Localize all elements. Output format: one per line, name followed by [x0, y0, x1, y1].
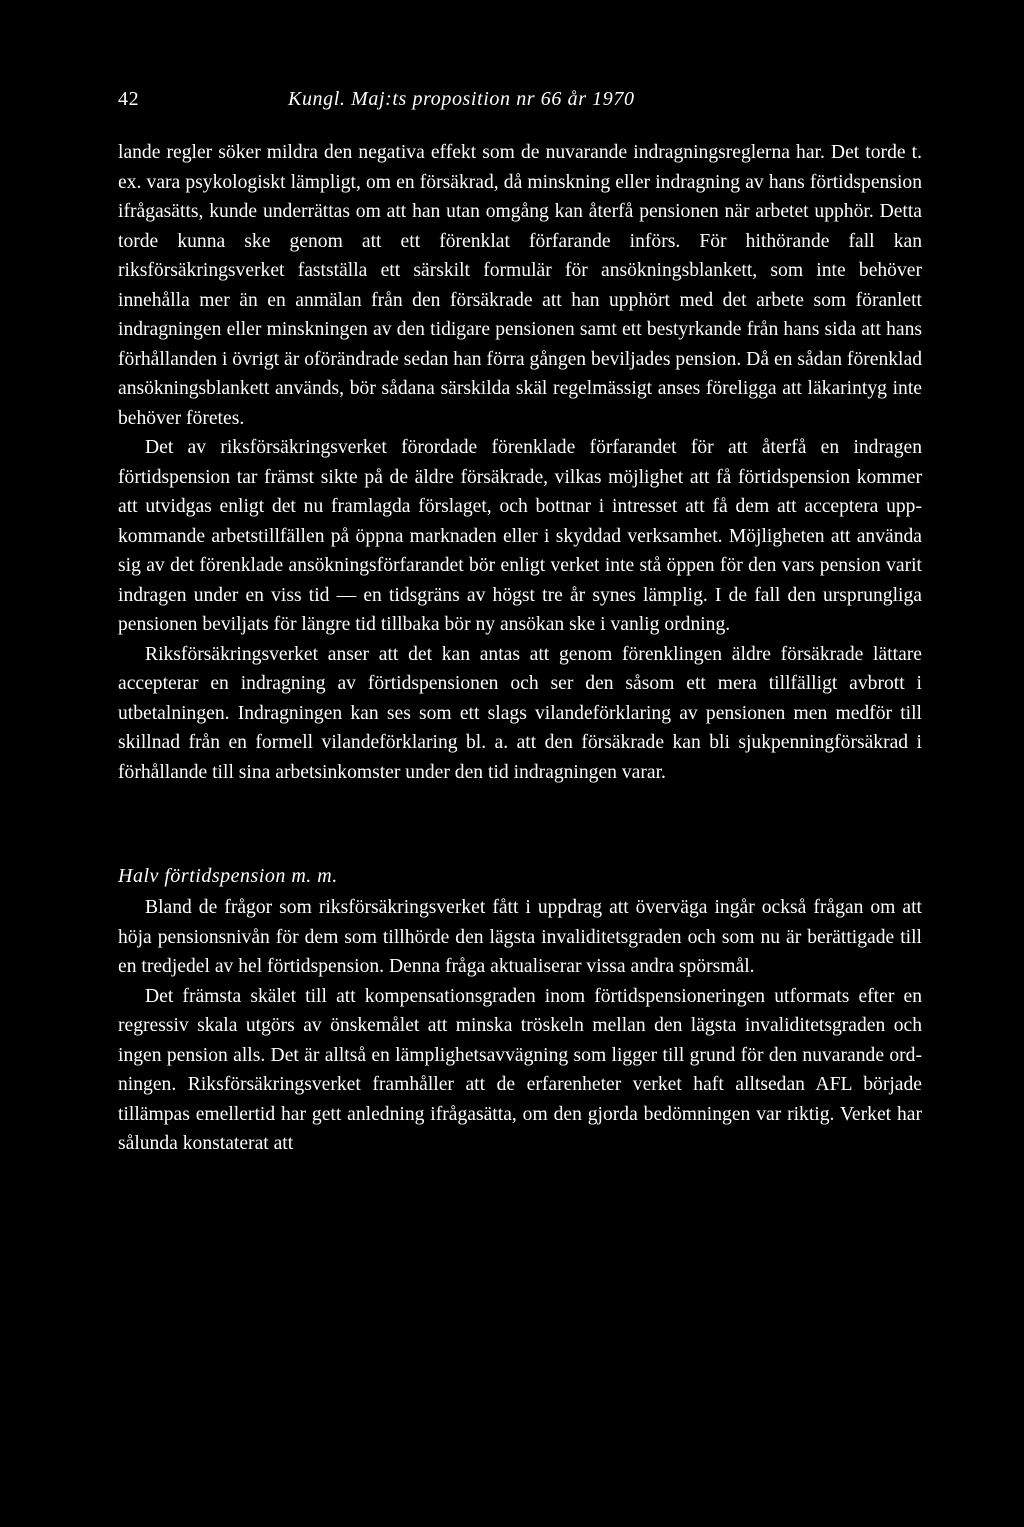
document-page [118, 88, 922, 1159]
paragraph: lande regler söker mildra den negativa effekt som de nuvarande indragningsreglerna har. Det torde t. ex. vara psykologiskt lämpligt, om en försäkrad, då minskning eller indragning av hans förtidspension ifrågasätts, kunde underrättas om att han utan omgång kan återfå pensionen när arbetet upphör. Detta torde kunna ske genom att ett förenklat förfarande införs. För hithörande fall kan riksförsäkringsverket fastställa ett särskilt formulär för ansökningsblankett, som inte behöver innehålla mer än en anmälan från den försäkrade att han upphört med det arbete som föranlett indragningen eller minskningen av den tidigare pensionen samt ett bestyrkande från hans sida att hans förhållanden i övrigt är oförändrade sedan han förra gången beviljades pension. Då en sådan förenklad ansökningsblankett används, bör sådana särskilda skäl regelmässigt anses föreligga att läkarintyg inte behöver företes. [118, 142, 922, 429]
paragraph: Det av riksförsäkringsverket förordade förenklade förfarandet för att återfå en indragen förtidspension tar främst sikte på de äldre försäkrade, vilkas möjlighet att få förtidspension kommer att utvidgas enligt det nu framlagda förslaget, och bottnar i intresset att få dem att acceptera uppkommande arbetstillfällen på öppna marknaden eller i skyddad verksamhet. Möjligheten att använda sig av det förenklade ansökningsförfarandet bör enligt verket inte stå öppen för den vars pension varit indragen under en viss tid — en tidsgräns av högst tre år synes lämplig. I de fall den ursprungliga pensionen beviljats för längre tid tillbaka bör ny ansökan ske i vanlig ordning. [118, 437, 922, 635]
paragraph: Riksförsäkringsverket anser att det kan antas att genom förenklingen äldre försäkrade lättare accepterar en indragning av förtidspensionen och ser den såsom ett mera tillfälligt avbrott i utbetalningen. Indragningen kan ses som ett slags vilandeförklaring av pensionen men medför till skillnad från en formell vilandeförklaring bl. a. att den försäkrade kan bli sjukpenningförsäkrad i förhållande till sina arbetsinkomster under den tid indragningen varar. [118, 643, 922, 783]
paragraph: Det främsta skälet till att kompensationsgraden inom förtidspensioneringen utformats efter en regressiv skala utgörs av önskemålet att minska tröskeln mellan den lägsta invaliditetsgraden och ingen pension alls. Det är alltså en lämplighetsavvägning som ligger till grund för den nuvarande ordningen. Riksförsäkringsverket framhåller att de erfarenheter verket haft alltsedan AFL började tillämpas emellertid har gett anledning ifrågasätta, om den gjorda bedömningen var riktig. Verket har sålunda konstaterat att [118, 985, 922, 1154]
section-body-2 [118, 893, 922, 1159]
running-header [118, 88, 922, 124]
publication-title: Kungl. Maj:ts proposition nr 66 år 1970 [288, 88, 635, 110]
paragraph: Bland de frågor som riksförsäkringsverket fått i uppdrag att överväga ingår också frågan om att höja pensionsnivån för dem som tillhörde den lägsta invaliditetsgraden och som nu är berättigade till en tredjedel av hel förtidspension. Denna fråga aktualiserar vissa andra spörsmål. [118, 897, 922, 977]
section-body-1 [118, 138, 922, 787]
section-heading: Halv förtidspension m. m. [118, 865, 338, 887]
page-number: 42 [118, 88, 140, 110]
